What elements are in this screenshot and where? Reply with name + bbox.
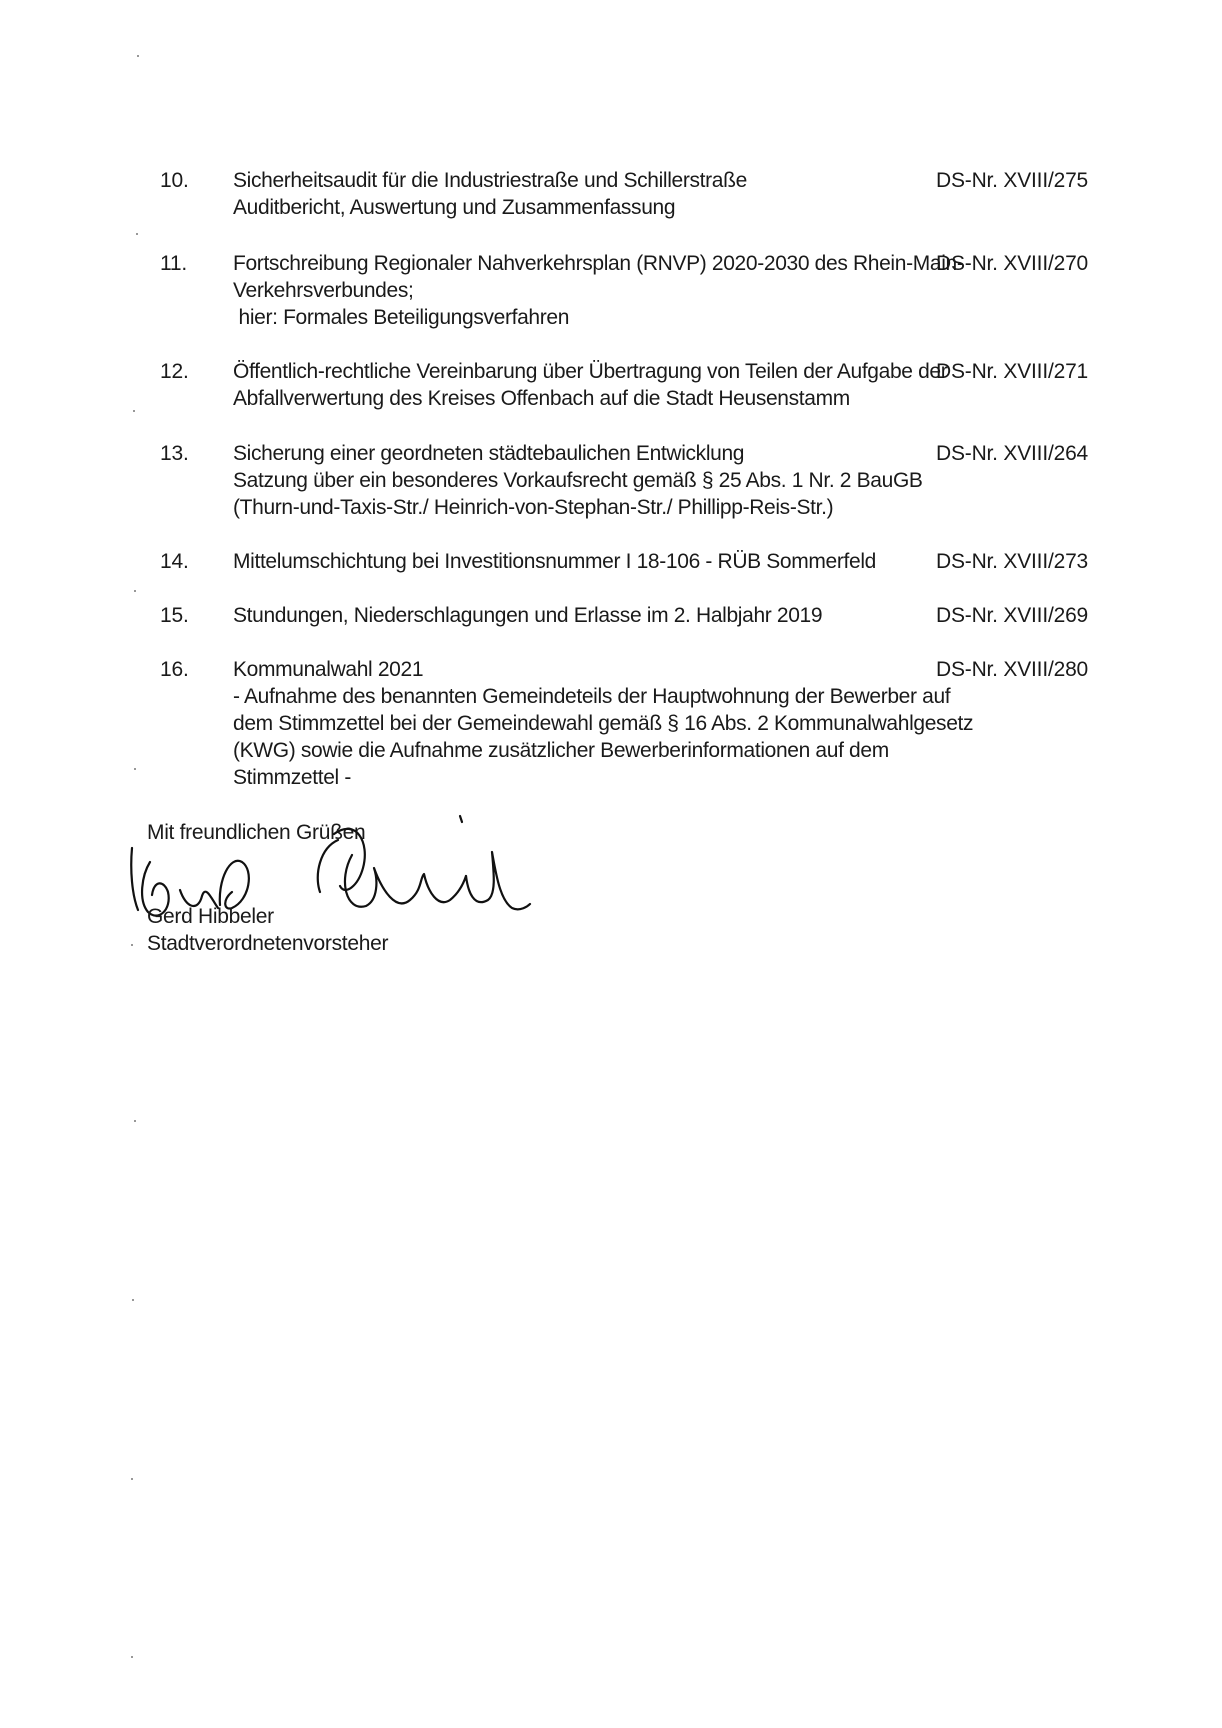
agenda-item-line: Stundungen, Niederschlagungen und Erlasse im 2. Halbjahr 2019	[233, 604, 823, 627]
agenda-item-number: 12.	[160, 360, 189, 383]
scan-speck	[134, 1120, 136, 1122]
agenda-item-line: Satzung über ein besonderes Vorkaufsrecht gemäß § 25 Abs. 1 Nr. 2 BauGB	[233, 469, 923, 492]
scan-speck	[133, 410, 135, 412]
agenda-item-reference: DS-Nr. XVIII/280	[936, 658, 1089, 681]
scan-speck	[137, 55, 139, 57]
agenda-item-text	[233, 250, 964, 331]
signer-title: Stadtverordnetenvorsteher	[147, 932, 389, 955]
scan-speck	[131, 1656, 133, 1658]
agenda-item-line: Auditbericht, Auswertung und Zusammenfassung	[233, 196, 676, 219]
agenda-item-text	[233, 167, 913, 221]
agenda-item-number: 11.	[160, 252, 188, 275]
agenda-item-reference: DS-Nr. XVIII/275	[936, 169, 1089, 192]
agenda-item-text	[233, 358, 948, 412]
agenda-item-text	[233, 602, 913, 629]
agenda-item-number: 13.	[160, 442, 189, 465]
signer-name: Gerd Hibbeler	[147, 905, 274, 928]
scan-speck	[132, 1299, 134, 1301]
agenda-item-text	[233, 440, 923, 521]
closing-greeting: Mit freundlichen Grüßen	[147, 821, 366, 844]
agenda-item-line: hier: Formales Beteiligungsverfahren	[233, 306, 570, 329]
agenda-item-line: Mittelumschichtung bei Investitionsnummer I 18-106 - RÜB Sommerfeld	[233, 550, 876, 573]
agenda-item-line: Sicherung einer geordneten städtebaulichen Entwicklung	[233, 442, 745, 465]
scan-speck	[131, 1478, 133, 1480]
agenda-item-number: 10.	[160, 169, 189, 192]
scan-speck	[134, 590, 136, 592]
agenda-item-line: Verkehrsverbundes;	[233, 279, 414, 302]
scan-speck	[134, 768, 136, 770]
scan-speck	[131, 944, 133, 946]
agenda-item-text	[233, 656, 974, 791]
agenda-item-line: Öffentlich-rechtliche Vereinbarung über Übertragung von Teilen der Aufgabe der	[233, 360, 948, 383]
agenda-item-reference: DS-Nr. XVIII/264	[936, 442, 1089, 465]
agenda-item-reference: DS-Nr. XVIII/271	[936, 360, 1089, 383]
agenda-item-reference: DS-Nr. XVIII/273	[936, 550, 1089, 573]
agenda-item-text	[233, 548, 913, 575]
agenda-item-reference: DS-Nr. XVIII/270	[936, 252, 1089, 275]
agenda-item-reference: DS-Nr. XVIII/269	[936, 604, 1089, 627]
agenda-item-line: - Aufnahme des benannten Gemeindeteils der Hauptwohnung der Bewerber auf	[233, 685, 951, 708]
agenda-item-line: dem Stimmzettel bei der Gemeindewahl gemäß § 16 Abs. 2 Kommunalwahlgesetz	[233, 712, 974, 735]
agenda-item-line: Sicherheitsaudit für die Industriestraße und Schillerstraße	[233, 169, 747, 192]
agenda-item-line: Abfallverwertung des Kreises Offenbach auf die Stadt Heusenstamm	[233, 387, 850, 410]
agenda-item-line: Fortschreibung Regionaler Nahverkehrsplan (RNVP) 2020-2030 des Rhein-Main-	[233, 252, 964, 275]
scan-speck	[136, 233, 138, 235]
agenda-item-number: 14.	[160, 550, 189, 573]
agenda-item-line: (Thurn-und-Taxis-Str./ Heinrich-von-Stephan-Str./ Phillipp-Reis-Str.)	[233, 496, 834, 519]
agenda-item-line: (KWG) sowie die Aufnahme zusätzlicher Bewerberinformationen auf dem	[233, 739, 889, 762]
agenda-item-number: 15.	[160, 604, 189, 627]
agenda-item-number: 16.	[160, 658, 189, 681]
agenda-item-line: Stimmzettel -	[233, 766, 351, 789]
agenda-item-line: Kommunalwahl 2021	[233, 658, 424, 681]
